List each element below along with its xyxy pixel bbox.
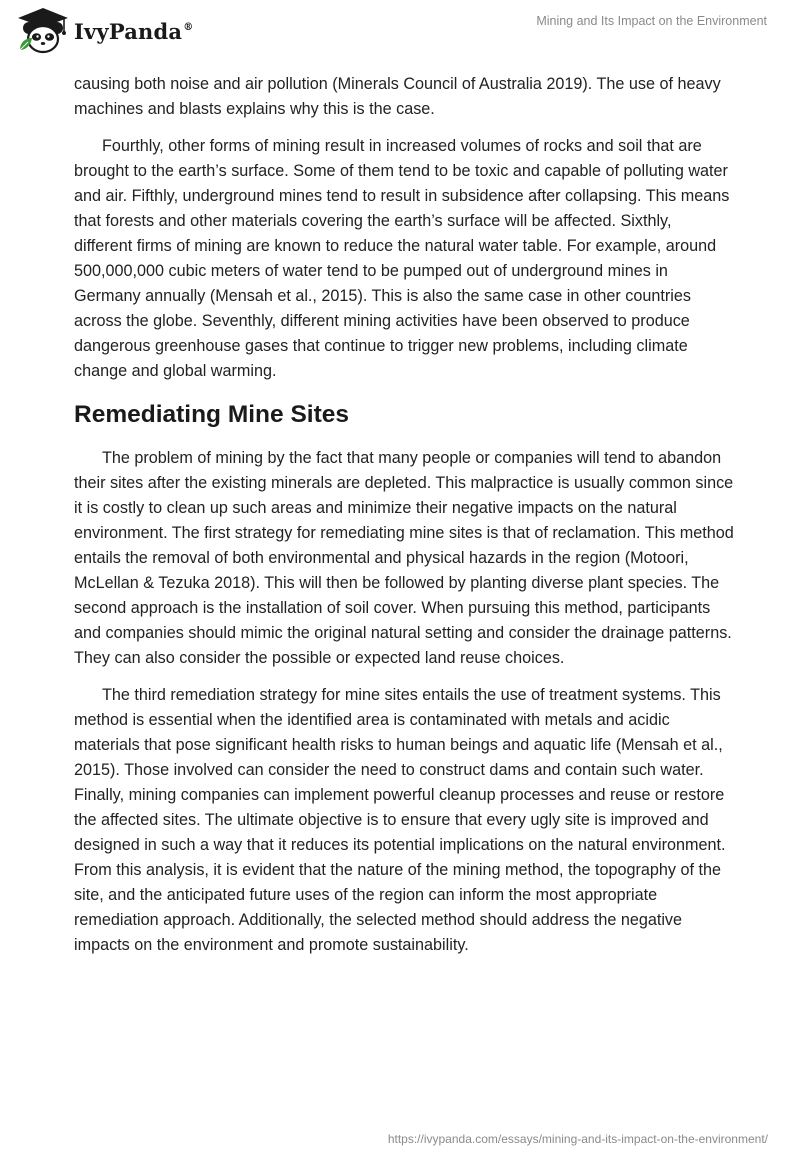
essay-body (74, 72, 734, 970)
paragraph-continued: causing both noise and air pollution (Minerals Council of Australia 2019). The use of heavy machines and blasts explains why this is the case. (74, 75, 721, 118)
paragraph: The problem of mining by the fact that many people or companies will tend to abandon their sites after the existing minerals are depleted. This malpractice is usually common since it is costly to clean up such areas and minimize their negative impacts on the natural environment. The first strategy for remediating mine sites is that of reclamation. This method entails the removal of both environmental and physical hazards in the region (Motoori, McLellan & Tezuka 2018). This will then be followed by planting diverse plant species. The second approach is the installation of soil cover. When pursuing this method, participants and companies should mimic the original natural setting and consider the drainage patterns. They can also consider the possible or expected land reuse choices. (74, 449, 734, 667)
panda-graduate-icon (14, 6, 72, 56)
registered-mark: ® (183, 21, 194, 33)
source-url-link[interactable]: https://ivypanda.com/essays/mining-and-its-impact-on-the-environment/ (387, 1132, 768, 1146)
logo-text: IvyPanda® (74, 18, 194, 44)
page-header (0, 0, 800, 64)
document-title: Mining and Its Impact on the Environment (536, 14, 767, 28)
paragraph: Fourthly, other forms of mining result in increased volumes of rocks and soil that are brought to the earth’s surface. Some of them tend to be toxic and capable of polluting water and air. Fifthly, underground mines tend to result in subsidence after collapsing. This means that forests and other materials covering the earth’s surface will be affected. Sixthly, different firms of mining are known to reduce the natural water table. For example, around 500,000,000 cubic meters of water tend to be pumped out of underground mines in Germany annually (Mensah et al., 2015). This is also the same case in other countries across the globe. Seventhly, different mining activities have been observed to produce dangerous greenhouse gases that continue to trigger new problems, including climate change and global warming. (74, 137, 730, 380)
logo-link[interactable] (14, 6, 193, 56)
section-heading: Remediating Mine Sites (74, 401, 350, 428)
paragraph: The third remediation strategy for mine sites entails the use of treatment systems. This method is essential when the identified area is contaminated with metals and acidic materials that pose significant health risks to human beings and aquatic life (Mensah et al., 2015). Those involved can consider the need to construct dams and contain such water. Finally, mining companies can implement powerful cleanup processes and reuse or restore the affected sites. The ultimate objective is to ensure that every ugly site is improved and designed in such a way that it reduces its potential implications on the natural environment. From this analysis, it is evident that the nature of the mining method, the topography of the site, and the anticipated future uses of the region can inform the most appropriate remediation approach. Additionally, the selected method should address the negative impacts on the environment and promote sustainability. (74, 686, 726, 954)
